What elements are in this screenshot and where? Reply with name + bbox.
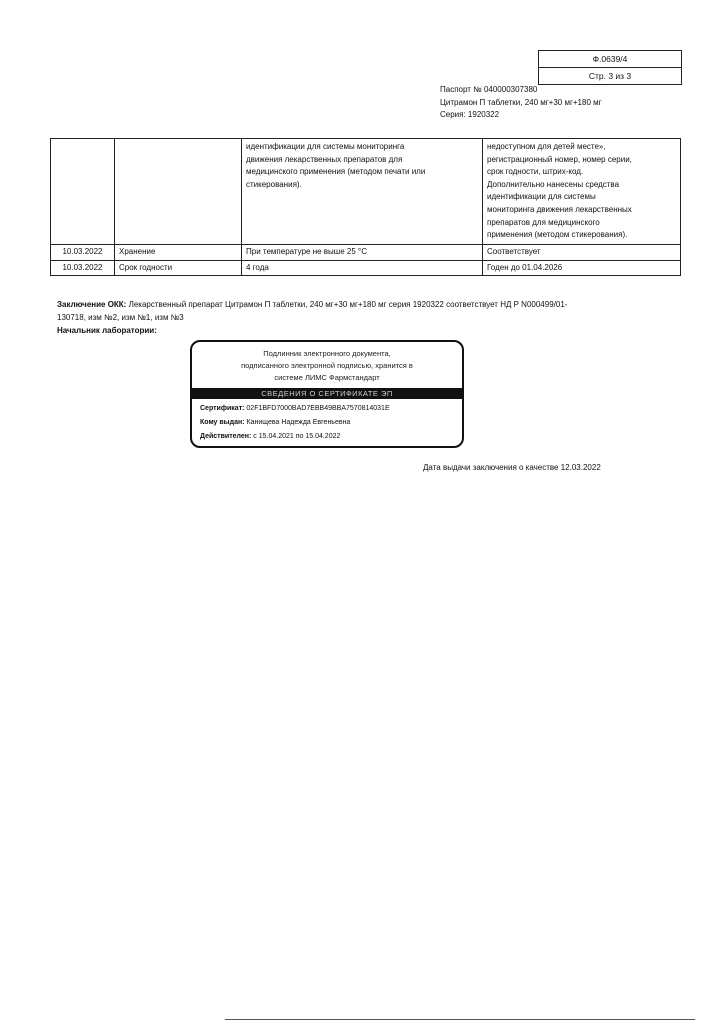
issue-date: Дата выдачи заключения о качестве 12.03.2022 (423, 463, 601, 472)
test-results-table (50, 138, 681, 276)
stamp-cert-label: Сертификат: (200, 405, 245, 412)
stamp-issued-label: Кому выдан: (200, 419, 245, 426)
cell-result: Соответствует (483, 245, 681, 261)
stamp-certificate-header: СВЕДЕНИЯ О СЕРТИФИКАТЕ ЭП (192, 388, 462, 399)
page-number: Стр. 3 из 3 (539, 67, 681, 84)
passport-product: Цитрамон П таблетки, 240 мг+30 мг+180 мг (440, 97, 602, 107)
head-of-laboratory-label: Начальник лаборатории: (57, 326, 157, 335)
passport-info (440, 84, 602, 122)
stamp-certificate (200, 404, 390, 414)
cell-date: 10.03.2022 (51, 260, 115, 276)
stamp-issued-to (200, 418, 350, 428)
cell-date (51, 139, 115, 245)
cell-indicator: Хранение (115, 245, 242, 261)
cell-requirement: При температуре не выше 25 °С (242, 245, 483, 261)
bottom-divider (225, 1019, 695, 1020)
e-signature-stamp (190, 340, 464, 448)
stamp-issued-value: Канищева Надежда Евгеньевна (246, 419, 351, 426)
passport-number: Паспорт № 040000307380 (440, 85, 538, 94)
cell-result: недоступном для детей месте», регистрационный номер, номер серии, срок годности, штрих-код. Дополнительно нанесены средства идентификации для системы мониторинга движения лекарственных препаратов для медицинского применения (методом стикерования). (483, 139, 681, 245)
form-code-box (538, 50, 682, 85)
cell-requirement: идентификации для системы мониторинга движения лекарственных препаратов для медицинского применения (методом печати или стикерования). (242, 139, 483, 245)
passport-series: Серия: 1920322 (440, 110, 500, 119)
stamp-notice: Подлинник электронного документа, подписанного электронной подписью, хранится в системе ЛИМС Фармстандарт (241, 349, 413, 382)
cell-result: Годен до 01.04.2026 (483, 260, 681, 276)
cell-requirement: 4 года (242, 260, 483, 276)
table-row (51, 245, 681, 261)
cell-indicator: Срок годности (115, 260, 242, 276)
stamp-valid-label: Действителен: (200, 433, 252, 440)
stamp-valid-value: с 15.04.2021 по 15.04.2022 (253, 433, 341, 440)
conclusion-text: Лекарственный препарат Цитрамон П таблетки, 240 мг+30 мг+180 мг серия 1920322 соответствует НД Р N000499/01-130718, изм №2, изм №1, изм №3 (57, 300, 568, 322)
cell-indicator (115, 139, 242, 245)
stamp-cert-value: 02F1BFD7000BAD7EBB49BBA7570814031E (246, 405, 390, 412)
conclusion-label: Заключение ОКК: (57, 300, 127, 309)
table-row (51, 260, 681, 276)
stamp-validity (200, 432, 340, 442)
table-row (51, 139, 681, 245)
qc-conclusion (57, 298, 577, 324)
cell-date: 10.03.2022 (51, 245, 115, 261)
form-code: Ф.0639/4 (592, 54, 628, 64)
